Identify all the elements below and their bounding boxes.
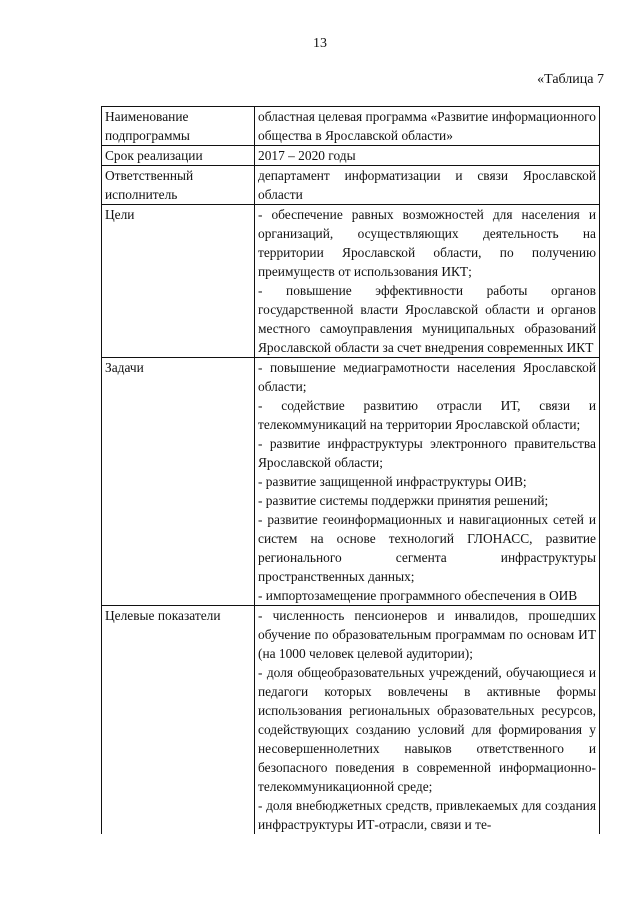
row-label-text: Наименование подпрограммы xyxy=(105,109,190,143)
row-value-item: - развитие системы поддержки принятия решений; xyxy=(258,493,549,508)
row-value-item: областная целевая программа «Развитие информационного общества в Ярославской области» xyxy=(258,109,596,143)
row-label-text: Ответственный исполнитель xyxy=(105,168,194,202)
row-value-item: - развитие геоинформационных и навигационных сетей и систем на основе технологий ГЛОНАСС, развитие регионального сегмента инфраструктуры пространственных данных; xyxy=(258,512,596,584)
row-value-item: - содействие развитию отрасли ИТ, связи и телекоммуникаций на территории Ярославской области; xyxy=(258,398,596,432)
row-label xyxy=(102,606,255,835)
row-value-item: 2017 – 2020 годы xyxy=(258,148,356,163)
row-value-item: - численность пенсионеров и инвалидов, прошедших обучение по образовательным программам по основам ИТ (на 1000 человек целевой аудитории); xyxy=(258,608,596,661)
row-value-item: - повышение медиаграмотности населения Ярославской области; xyxy=(258,360,596,394)
row-value-item: - повышение эффективности работы органов государственной власти Ярославской области и органов местного самоуправления муниципальных образований Ярославской области за счет внедрения современных ИКТ xyxy=(258,283,596,355)
table-caption: «Таблица 7 xyxy=(537,72,604,87)
row-value xyxy=(255,107,600,146)
row-value xyxy=(255,205,600,358)
row-label xyxy=(102,146,255,166)
row-value xyxy=(255,358,600,606)
row-label xyxy=(102,107,255,146)
table-row xyxy=(102,358,600,606)
row-value xyxy=(255,166,600,205)
table-row xyxy=(102,107,600,146)
row-value-item: - развитие защищенной инфраструктуры ОИВ; xyxy=(258,474,527,489)
row-value-item: - развитие инфраструктуры электронного правительства Ярославской области; xyxy=(258,436,596,470)
row-value-item: - обеспечение равных возможностей для населения и организаций, осуществляющих деятельность на территории Ярославской области, по получению преимуществ от использования ИКТ; xyxy=(258,207,596,279)
row-label-text: Цели xyxy=(105,207,135,222)
row-label-text: Целевые показатели xyxy=(105,608,221,623)
page-number: 13 xyxy=(313,36,327,51)
table-row xyxy=(102,606,600,835)
row-value-item: - импортозамещение программного обеспечения в ОИВ xyxy=(258,588,578,603)
row-label xyxy=(102,358,255,606)
table-row xyxy=(102,205,600,358)
table-row xyxy=(102,146,600,166)
row-value-item: - доля внебюджетных средств, привлекаемых для создания инфраструктуры ИТ-отрасли, связи и те- xyxy=(258,798,596,832)
row-value-item: - доля общеобразовательных учреждений, обучающиеся и педагоги которых вовлечены в активные формы использования региональных образовательных ресурсов, содействующих созданию условий для формирования у несовершеннолетних навыков ответственного и безопасного поведения в современной информационно-телекоммуникационной среде; xyxy=(258,665,596,794)
row-label-text: Задачи xyxy=(105,360,144,375)
row-value-item: департамент информатизации и связи Ярославской области xyxy=(258,168,596,202)
row-label xyxy=(102,166,255,205)
row-label xyxy=(102,205,255,358)
subprogram-passport-table xyxy=(101,106,600,834)
row-value xyxy=(255,606,600,835)
row-value xyxy=(255,146,600,166)
table-row xyxy=(102,166,600,205)
row-label-text: Срок реализации xyxy=(105,148,203,163)
